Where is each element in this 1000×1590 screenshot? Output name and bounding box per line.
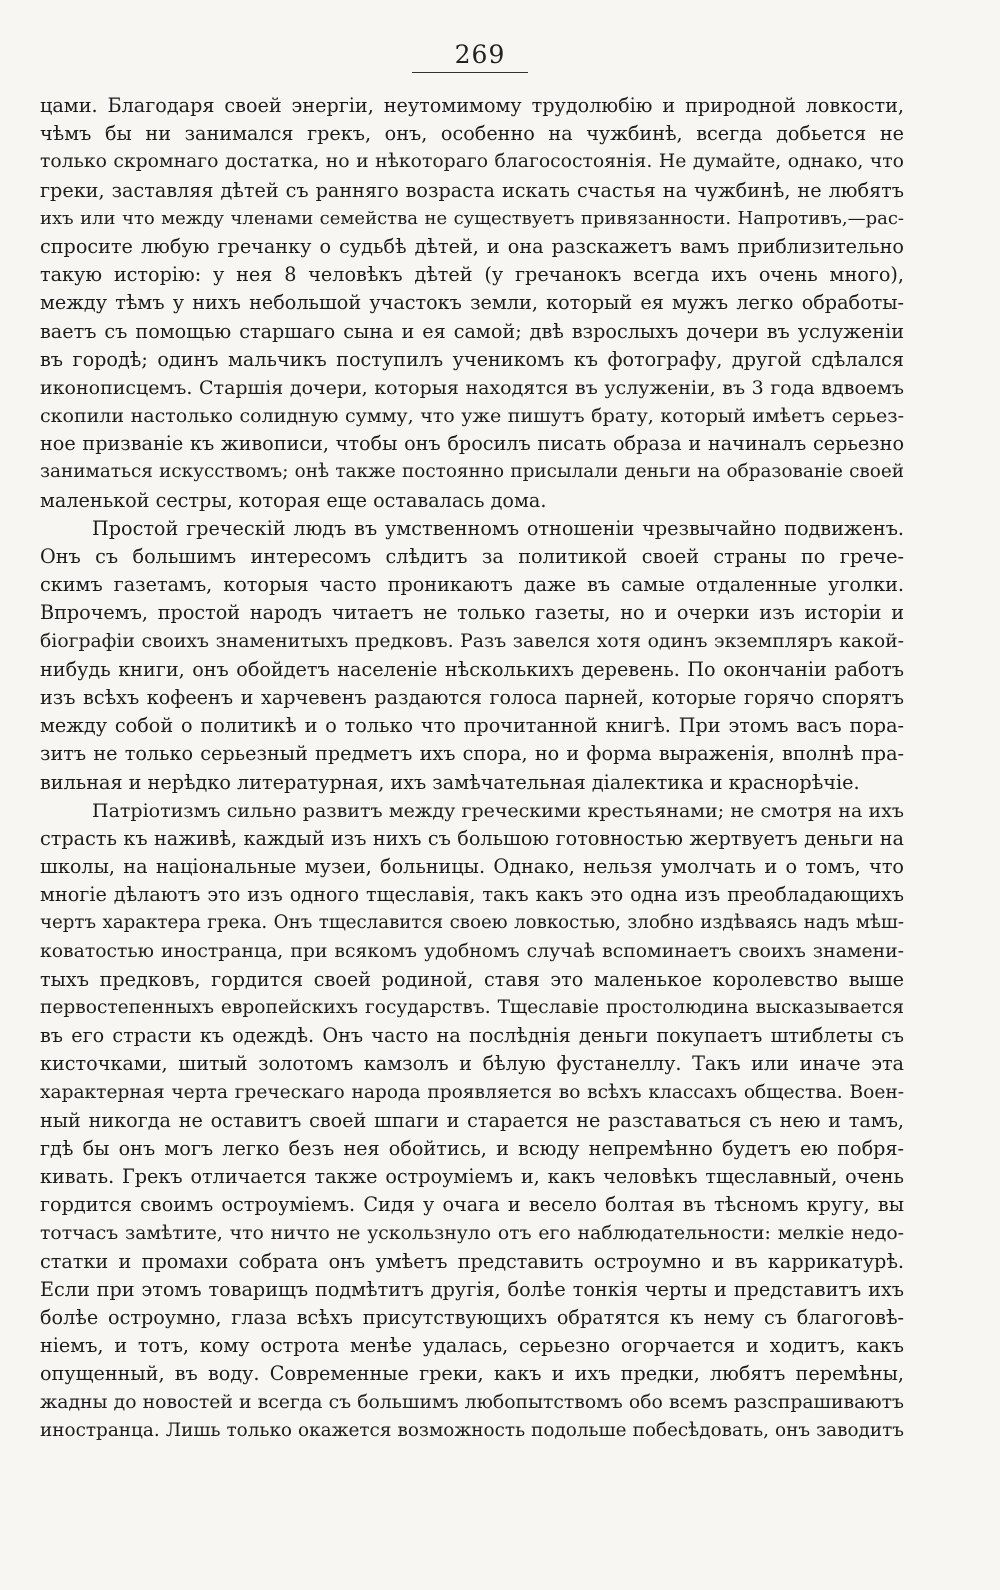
- text-line: біографіи своихъ знаменитыхъ предковъ. Разъ завелся хотя одинъ экземпляръ какой-: [40, 630, 904, 652]
- text-line: иностранца. Лишь только окажется возможность подольше побесѣдовать, онъ заводитъ: [40, 1419, 904, 1441]
- text-line: кисточками, шитый золотомъ камзолъ и бѣлую фустанеллу. Такъ или иначе эта: [40, 1052, 904, 1076]
- text-line: Впрочемъ, простой народъ читаетъ не только газеты, но и очерки изъ исторіи и: [40, 601, 904, 625]
- text-line: изъ всѣхъ кофеенъ и харчевенъ раздаются голоса парней, которые горячо спорятъ: [40, 685, 904, 709]
- text-line: въ его страсти къ одеждѣ. Онъ часто на послѣднія деньги покупаетъ штиблеты съ: [40, 1024, 904, 1048]
- text-line: между собой о политикѣ и о только что прочитанной книгѣ. При этомъ васъ пора-: [40, 714, 904, 738]
- text-line: ніемъ, и тотъ, кому острота менѣе удалась, серьезно огорчается и ходитъ, какъ: [40, 1334, 904, 1358]
- text-line: тотчасъ замѣтите, что ничто не ускользнуло отъ его наблюдательности: мелкіе недо-: [40, 1222, 904, 1244]
- text-line: ваетъ съ помощью старшаго сына и ея самой; двѣ взрослыхъ дочери въ услуженіи: [40, 319, 904, 343]
- text-line: нибудь книги, онъ обойдетъ населеніе нѣсколькихъ деревень. По окончаніи работъ: [40, 657, 904, 681]
- header-rule: [412, 72, 528, 73]
- text-line: Простой греческій людъ въ умственномъ отношеніи чрезвычайно подвиженъ.: [92, 516, 904, 540]
- text-line: скимъ газетамъ, которыя часто проникаютъ даже въ самые отдаленные уголки.: [40, 573, 904, 597]
- text-line: первостепенныхъ европейскихъ государствъ. Тщеславіе простолюдина высказывается: [40, 997, 904, 1018]
- text-line: иконописцемъ. Старшія дочери, которыя находятся въ услуженіи, въ 3 года вдвоемъ: [40, 376, 904, 399]
- text-line: коватостью иностранца, при всякомъ удобномъ случаѣ вспоминаетъ своихъ знамени-: [40, 940, 904, 962]
- text-line: жадны до новостей и всегда съ большимъ любопытствомъ обо всемъ разспрашиваютъ: [40, 1391, 904, 1413]
- page-number: 269: [454, 40, 506, 69]
- text-line: Онъ съ большимъ интересомъ слѣдитъ за политикой своей страны по грече-: [40, 545, 904, 568]
- text-line: ный никогда не оставитъ своей шпаги и старается не разставаться съ нею и тамъ,: [40, 1108, 904, 1132]
- text-line: Если при этомъ товарищъ подмѣтитъ другія, болѣе тонкія черты и представитъ ихъ: [40, 1277, 904, 1301]
- text-line: тыхъ предковъ, гордится своей родиной, ставя это маленькое королевство выше: [40, 967, 904, 991]
- text-line: опущенный, въ воду. Современные греки, какъ и ихъ предки, любятъ перемѣны,: [40, 1362, 904, 1386]
- text-line: чертъ характера грека. Онъ тщеславится своею ловкостью, злобно издѣваясь надъ мѣш-: [40, 912, 904, 934]
- text-line: только скромнаго достатка, но и нѣкотораго благосостоянія. Не думайте, однако, что: [40, 151, 904, 173]
- text-line: вильная и нерѣдко литературная, ихъ замѣчательная діалектика и краснорѣчіе.: [40, 770, 860, 794]
- text-line: скопили настолько солидную сумму, что уже пишутъ брату, который имѣетъ серьез-: [40, 405, 904, 428]
- text-line: ихъ или что между членами семейства не существуетъ привязанности. Напротивъ,—рас-: [40, 207, 904, 229]
- text-line: зитъ не только серьезный предметъ ихъ спора, но и форма выраженія, вполнѣ пра-: [40, 742, 904, 766]
- text-line: цами. Благодаря своей энергіи, неутомимому трудолюбію и природной ловкости,: [40, 94, 904, 117]
- text-line: характерная черта греческаго народа проявляется во всѣхъ классахъ общества. Воен-: [40, 1081, 904, 1103]
- text-line: болѣе остроумно, глаза всѣхъ присутствующихъ обратятся къ нему съ благоговѣ-: [40, 1306, 904, 1330]
- text-line: школы, на національные музеи, больницы. Однако, нельзя умолчать и о томъ, что: [40, 855, 904, 879]
- text-line: гдѣ бы онъ могъ легко безъ нея обойтись, и всюду непремѣнно будетъ ею побря-: [40, 1136, 904, 1160]
- text-line: спросите любую гречанку о судьбѣ дѣтей, и она разскажетъ вамъ приблизительно: [40, 234, 904, 258]
- text-line: Патріотизмъ сильно развитъ между греческими крестьянами; не смотря на ихъ: [92, 799, 904, 822]
- text-line: маленькой сестры, которая еще оставалась дома.: [40, 488, 547, 512]
- body-text: [40, 92, 904, 1445]
- text-line: ное призваніе къ живописи, чтобы онъ бросилъ писать образа и начиналъ серьезно: [40, 432, 904, 456]
- text-line: многіе дѣлаютъ это изъ одного тщеславія, такъ какъ это одна изъ преобладающихъ: [40, 883, 904, 907]
- text-line: заниматься искусствомъ; онѣ также постоянно присылали деньги на образованіе своей: [40, 461, 904, 483]
- text-line: такую исторію: у нея 8 человѣкъ дѣтей (у гречанокъ всегда ихъ очень много),: [40, 263, 904, 287]
- text-line: въ городѣ; одинъ мальчикъ поступилъ ученикомъ къ фотографу, другой сдѣлался: [40, 347, 904, 371]
- text-line: чѣмъ бы ни занимался грекъ, онъ, особенно на чужбинѣ, всегда добьется не: [40, 122, 904, 146]
- text-line: кивать. Грекъ отличается также остроуміемъ и, какъ человѣкъ тщеславный, очень: [40, 1165, 904, 1189]
- text-line: гордится своимъ остроуміемъ. Сидя у очага и весело болтая въ тѣсномъ кругу, вы: [40, 1193, 904, 1217]
- text-line: греки, заставляя дѣтей съ ранняго возраста искать счастья на чужбинѣ, не любятъ: [40, 178, 904, 202]
- text-line: страсть къ наживѣ, каждый изъ нихъ съ большою готовностью жертвуетъ деньги на: [40, 826, 904, 850]
- text-line: статки и промахи собрата онъ умѣетъ представить остроумно и въ каррикатурѣ.: [40, 1249, 904, 1273]
- text-line: между тѣмъ у нихъ небольшой участокъ земли, который ея мужъ легко обработы-: [40, 291, 904, 315]
